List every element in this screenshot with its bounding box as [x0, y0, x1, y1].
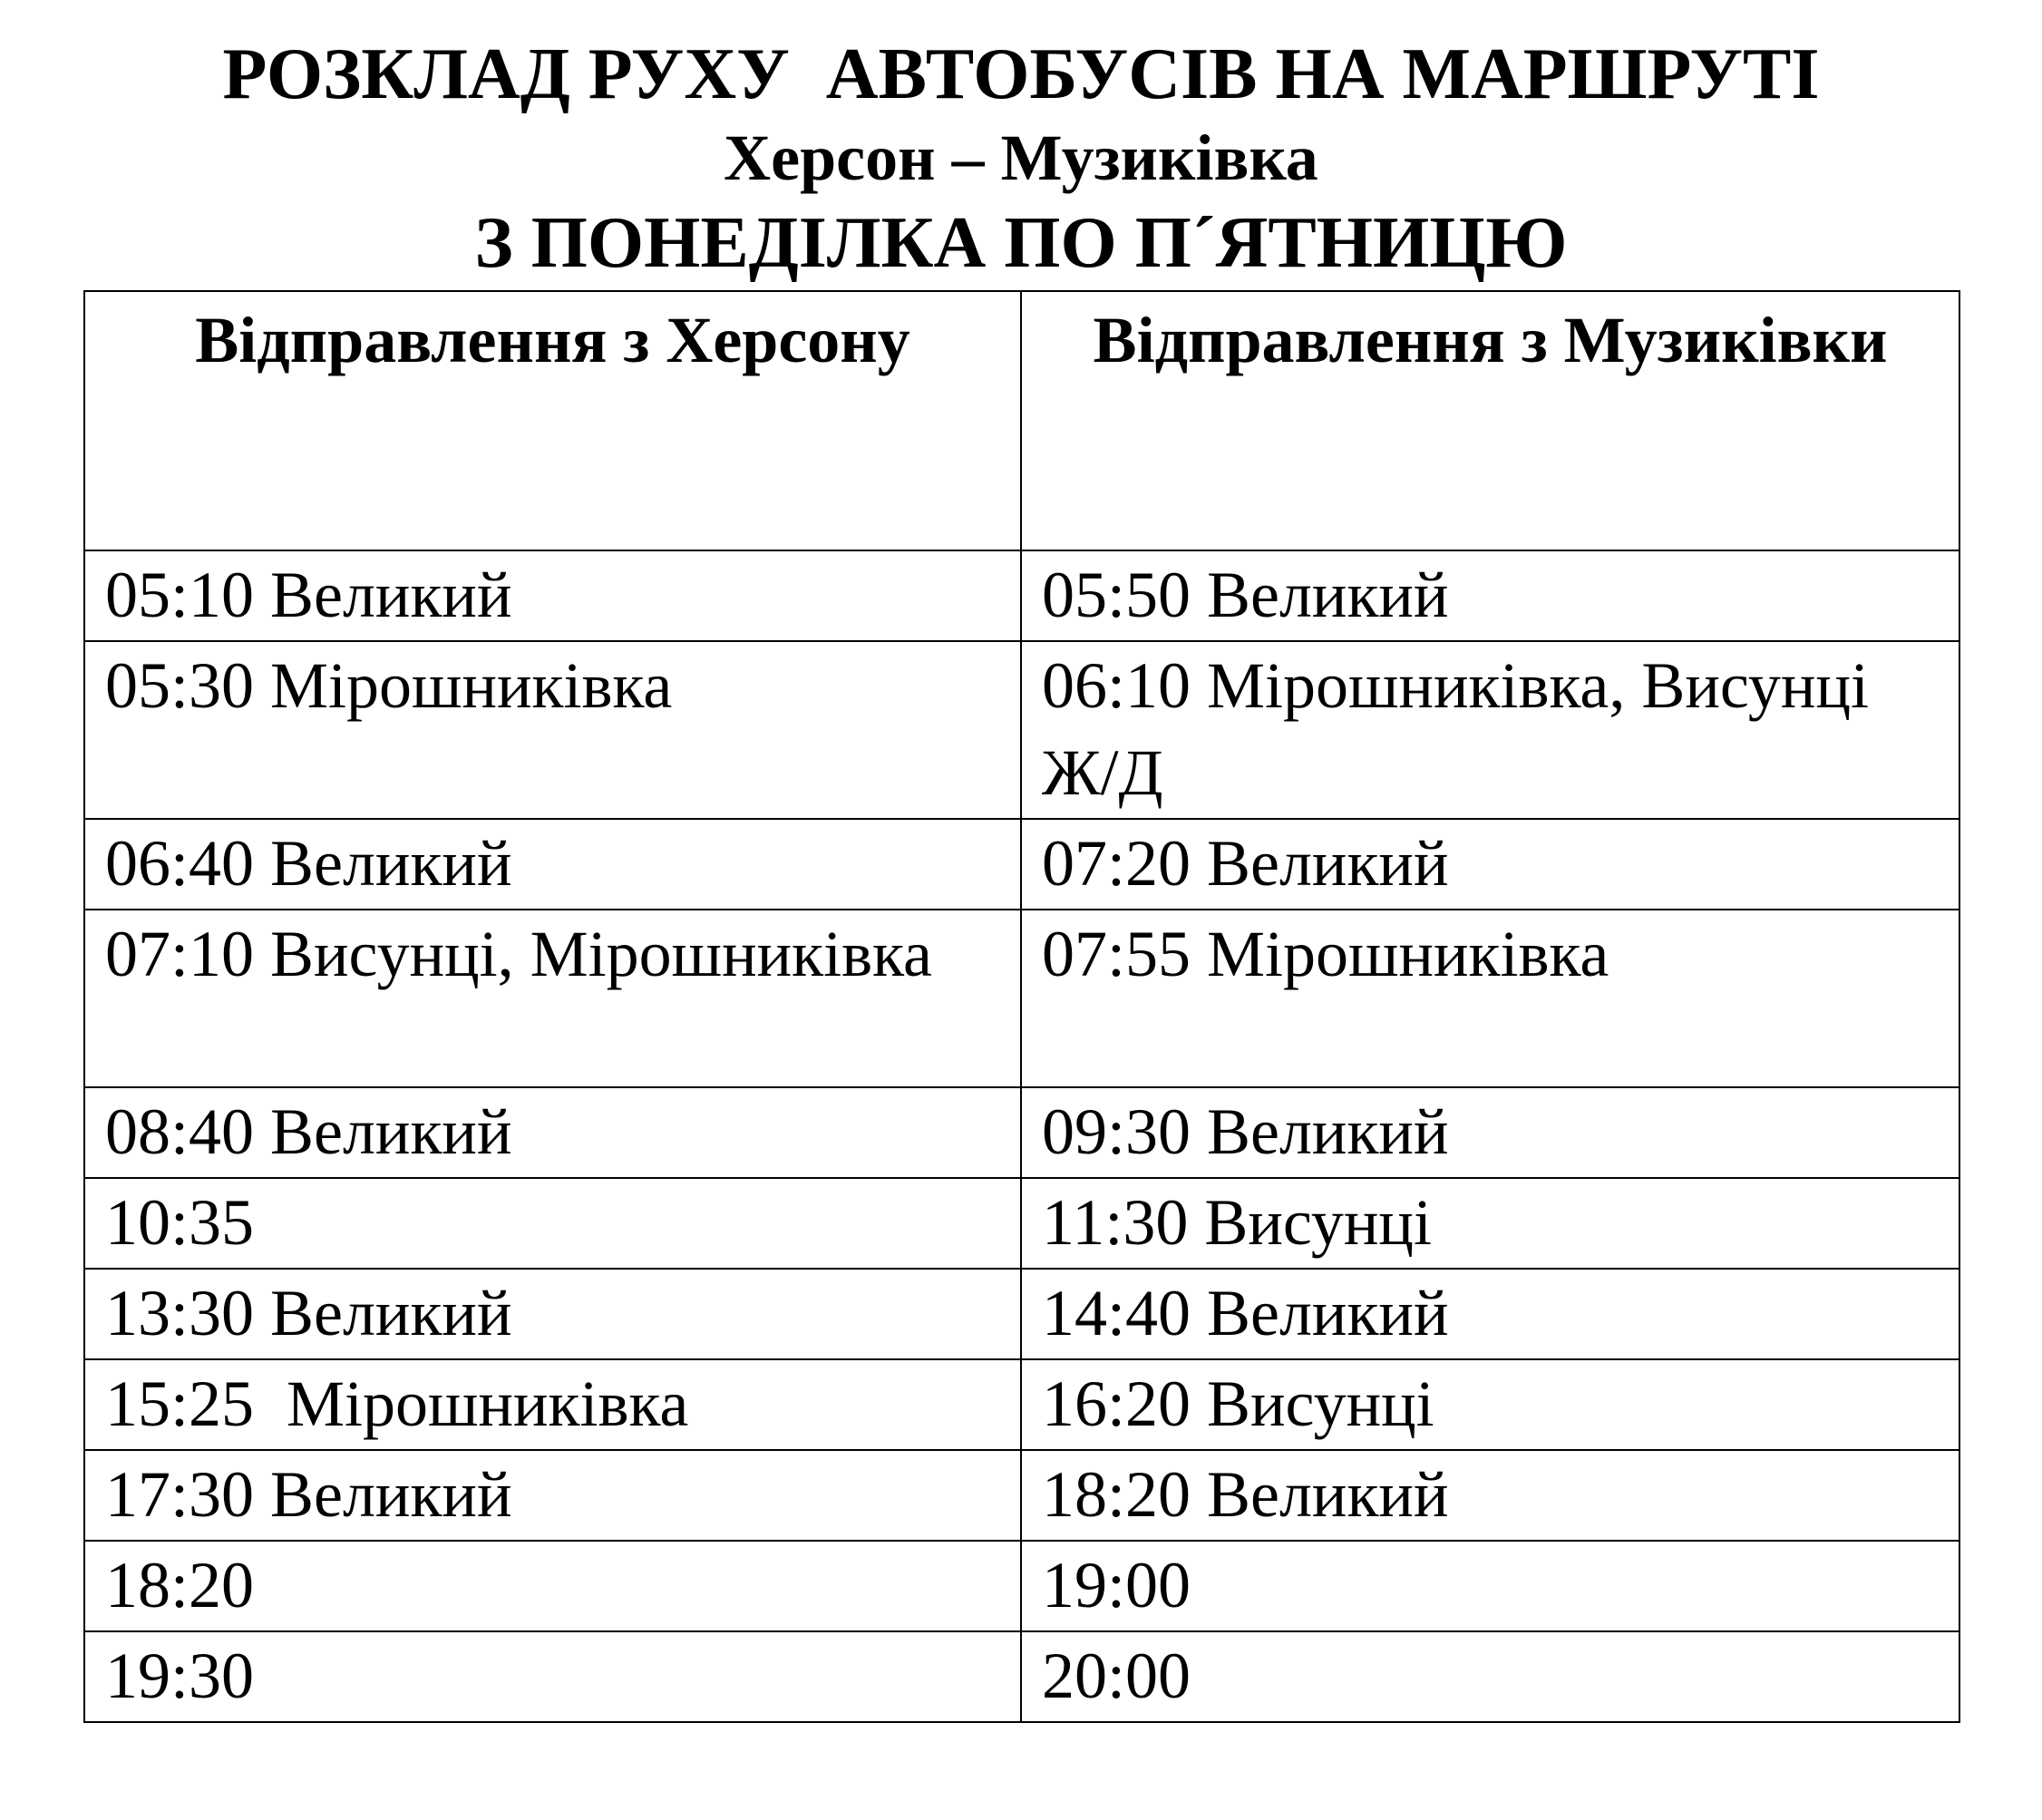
departure-muzykivka-cell: 18:20 Великий — [1021, 1450, 1959, 1541]
departure-muzykivka-cell: 19:00 — [1021, 1541, 1959, 1631]
schedule-title: РОЗКЛАД РУХУ АВТОБУСІВ НА МАРШРУТІ — [222, 34, 1820, 114]
table-row — [84, 1178, 1959, 1269]
departure-kherson-cell: 15:25 Мірошниківка — [84, 1359, 1021, 1450]
departure-muzykivka-cell: 09:30 Великий — [1021, 1087, 1959, 1178]
table-row — [84, 1541, 1959, 1631]
table-row — [84, 1087, 1959, 1178]
departure-kherson-cell: 19:30 — [84, 1631, 1021, 1722]
table-row — [84, 550, 1959, 641]
departure-kherson-cell: 05:10 Великий — [84, 550, 1021, 641]
departure-kherson-cell: 13:30 Великий — [84, 1269, 1021, 1359]
table-row — [84, 819, 1959, 910]
departure-kherson-cell: 07:10 Висунці, Мірошниківка — [84, 910, 1021, 1087]
departure-muzykivka-cell: 11:30 Висунці — [1021, 1178, 1959, 1269]
departure-kherson-cell: 08:40 Великий — [84, 1087, 1021, 1178]
header-departure-kherson: Відправлення з Херсону — [84, 291, 1021, 550]
departure-kherson-cell: 18:20 — [84, 1541, 1021, 1631]
departure-muzykivka-cell: 20:00 — [1021, 1631, 1959, 1722]
table-row — [84, 910, 1959, 1087]
table-row — [84, 641, 1959, 819]
header-departure-muzykivka: Відправлення з Музиківки — [1021, 291, 1959, 550]
departure-muzykivka-cell: 07:55 Мірошниківка — [1021, 910, 1959, 1087]
departure-kherson-cell: 05:30 Мірошниківка — [84, 641, 1021, 819]
departure-kherson-cell: 06:40 Великий — [84, 819, 1021, 910]
departure-muzykivka-cell: 14:40 Великий — [1021, 1269, 1959, 1359]
departure-kherson-cell: 17:30 Великий — [84, 1450, 1021, 1541]
table-row — [84, 1631, 1959, 1722]
table-row — [84, 1269, 1959, 1359]
departure-muzykivka-cell: 05:50 Великий — [1021, 550, 1959, 641]
route-name: Херсон – Музиківка — [724, 122, 1318, 194]
title-block — [0, 34, 2042, 285]
schedule-table — [83, 290, 1960, 1723]
departure-muzykivka-cell: 16:20 Висунці — [1021, 1359, 1959, 1450]
departure-muzykivka-cell: 06:10 Мірошниківка, Висунці Ж/Д — [1021, 641, 1959, 819]
table-row — [84, 1359, 1959, 1450]
table-row — [84, 1450, 1959, 1541]
days-of-operation: З ПОНЕДІЛКА ПО П´ЯТНИЦЮ — [474, 203, 1568, 283]
departure-kherson-cell: 10:35 — [84, 1178, 1021, 1269]
departure-muzykivka-cell: 07:20 Великий — [1021, 819, 1959, 910]
table-header-row — [84, 291, 1959, 550]
